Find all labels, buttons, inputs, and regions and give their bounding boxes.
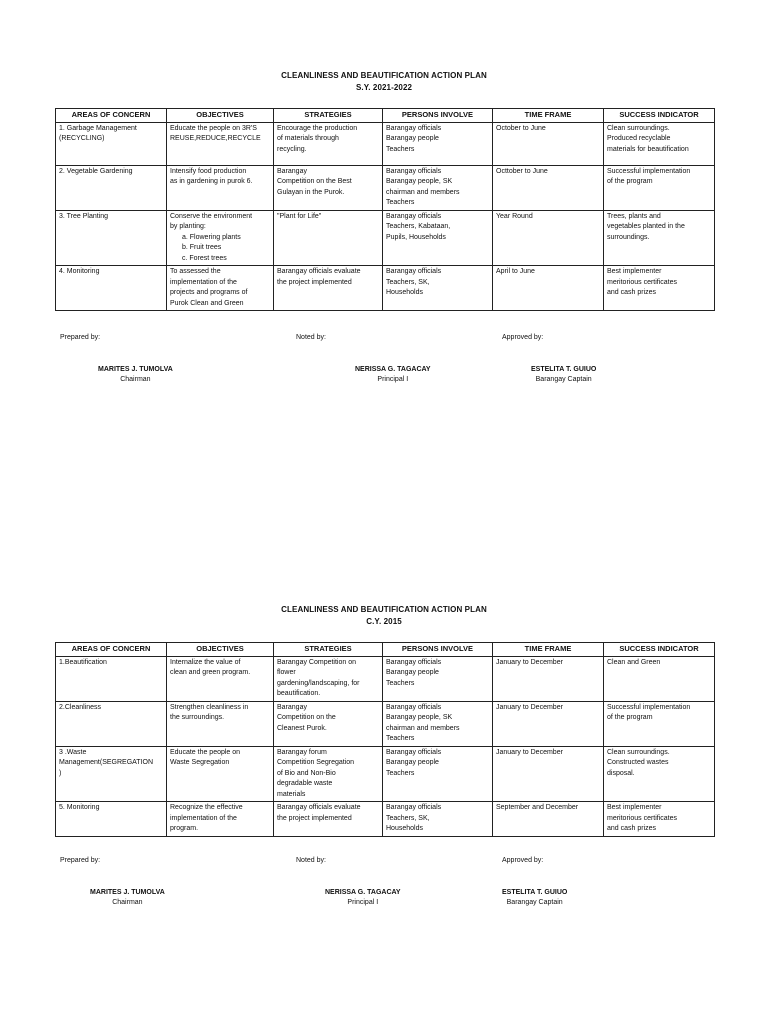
signatory-name: MARITES J. TUMOLVA <box>98 366 173 373</box>
area-cell: 1.Beautification <box>56 656 167 701</box>
success-indicator-cell: Clean and Green <box>604 656 715 701</box>
strategies-cell: Barangay forum Competition Segregation of Bio and Non-Bio degradable waste materials <box>274 746 383 802</box>
plan-title: CLEANLINESS AND BEAUTIFICATION ACTION PLAN <box>281 605 487 614</box>
objectives-cell: Intensify food production as in gardening in purok 6. <box>167 165 274 210</box>
area-cell: 1. Garbage Management (RECYCLING) <box>56 122 167 165</box>
signatory-name: NERISSA G. TAGACAY <box>325 889 401 896</box>
objectives-sub-list <box>170 233 270 265</box>
area-cell: 3 .Waste Management(SEGREGATION ) <box>56 746 167 802</box>
strategies-cell: Barangay Competition on flower gardening/landscaping, for beautification. <box>274 656 383 701</box>
persons-cell: Barangay officials Barangay people Teachers <box>383 656 493 701</box>
noted-by-signatory <box>325 888 401 908</box>
objectives-cell: Educate the people on Waste Segregation <box>167 746 274 802</box>
noted-by-label: Noted by: <box>296 334 326 341</box>
area-cell: 5. Monitoring <box>56 802 167 837</box>
objectives-cell: Strengthen cleanliness in the surroundings. <box>167 701 274 746</box>
strategies-cell: Encourage the production of materials through recycling. <box>274 122 383 165</box>
success-indicator-cell: Best implementer meritorious certificates and cash prizes <box>604 266 715 311</box>
approved-by-label: Approved by: <box>502 334 544 341</box>
objectives-cell: Educate the people on 3R'S REUSE,REDUCE,RECYCLE <box>167 122 274 165</box>
area-cell: 4. Monitoring <box>56 266 167 311</box>
table-row <box>56 165 715 210</box>
action-plan-table <box>55 108 715 311</box>
persons-cell: Barangay officials Barangay people, SK chairman and members Teachers <box>383 701 493 746</box>
objectives-cell: To assessed the implementation of the projects and programs of Purok Clean and Green <box>167 266 274 311</box>
area-cell: 2.Cleanliness <box>56 701 167 746</box>
signatory-name: ESTELITA T. GUIUO <box>502 889 568 896</box>
success-indicator-cell: Successful implementation of the program <box>604 701 715 746</box>
persons-cell: Barangay officials Barangay people Teachers <box>383 746 493 802</box>
time-frame-cell: October to June <box>493 122 604 165</box>
signatory-role: Chairman <box>112 899 143 906</box>
objectives-cell <box>167 210 274 266</box>
table-row <box>56 210 715 266</box>
list-item: c. Forest trees <box>182 254 227 262</box>
strategies-cell: Barangay officials evaluate the project implemented <box>274 266 383 311</box>
table-row <box>56 802 715 837</box>
area-cell: 2. Vegetable Gardening <box>56 165 167 210</box>
signatory-name: NERISSA G. TAGACAY <box>355 366 431 373</box>
time-frame-cell: Octtober to June <box>493 165 604 210</box>
header-success-indicator: SUCCESS INDICATOR <box>604 643 715 657</box>
action-plan-2015 <box>0 604 768 906</box>
signatory-role: Principal I <box>347 899 379 906</box>
signatory-role: Chairman <box>120 376 151 383</box>
time-frame-cell: Year Round <box>493 210 604 266</box>
strategies-cell: "Plant for Life" <box>274 210 383 266</box>
time-frame-cell: April to June <box>493 266 604 311</box>
prepared-by-label: Prepared by: <box>60 334 101 341</box>
table-header-row <box>56 109 715 123</box>
header-time-frame: TIME FRAME <box>493 109 604 123</box>
success-indicator-cell: Clean surroundings. Constructed wastes disposal. <box>604 746 715 802</box>
prepared-by-signatory <box>90 888 165 908</box>
header-areas-of-concern: AREAS OF CONCERN <box>56 643 167 657</box>
success-indicator-cell: Best implementer meritorious certificates and cash prizes <box>604 802 715 837</box>
table-row <box>56 122 715 165</box>
objectives-cell: Recognize the effective implementation of the program. <box>167 802 274 837</box>
signatory-role: Principal I <box>377 376 409 383</box>
plan-subtitle: C.Y. 2015 <box>366 617 402 626</box>
time-frame-cell: January to December <box>493 746 604 802</box>
objectives-cell: Internalize the value of clean and green program. <box>167 656 274 701</box>
action-plan-table <box>55 642 715 837</box>
table-row <box>56 656 715 701</box>
time-frame-cell: January to December <box>493 656 604 701</box>
success-indicator-cell: Clean surroundings. Produced recyclable materials for beautification <box>604 122 715 165</box>
persons-cell: Barangay officials Teachers, SK, Households <box>383 802 493 837</box>
list-item: a. Flowering plants <box>182 233 241 241</box>
success-indicator-cell: Trees, plants and vegetables planted in the surroundings. <box>604 210 715 266</box>
prepared-by-signatory <box>98 365 173 385</box>
header-objectives: OBJECTIVES <box>167 643 274 657</box>
noted-by-signatory <box>355 365 431 385</box>
header-persons-involve: PERSONS INVOLVE <box>383 643 493 657</box>
signatory-role: Barangay Captain <box>506 899 563 906</box>
header-objectives: OBJECTIVES <box>167 109 274 123</box>
signatory-name: ESTELITA T. GUIUO <box>531 366 597 373</box>
noted-by-label: Noted by: <box>296 857 326 864</box>
strategies-cell: Barangay Competition on the Best Gulayan in the Purok. <box>274 165 383 210</box>
plan-subtitle: S.Y. 2021-2022 <box>355 83 413 92</box>
area-cell: 3. Tree Planting <box>56 210 167 266</box>
table-row <box>56 701 715 746</box>
persons-cell: Barangay officials Barangay people, SK chairman and members Teachers <box>383 165 493 210</box>
table-row <box>56 266 715 311</box>
action-plan-2021-2022 <box>0 70 768 383</box>
strategies-cell: Barangay officials evaluate the project implemented <box>274 802 383 837</box>
objectives-text: Conserve the environment by planting: <box>170 212 253 230</box>
time-frame-cell: January to December <box>493 701 604 746</box>
strategies-cell: Barangay Competition on the Cleanest Purok. <box>274 701 383 746</box>
header-areas-of-concern: AREAS OF CONCERN <box>56 109 167 123</box>
persons-cell: Barangay officials Teachers, SK, Households <box>383 266 493 311</box>
header-time-frame: TIME FRAME <box>493 643 604 657</box>
prepared-by-label: Prepared by: <box>60 857 101 864</box>
approved-by-signatory <box>531 365 596 385</box>
header-persons-involve: PERSONS INVOLVE <box>383 109 493 123</box>
table-row <box>56 746 715 802</box>
plan-title: CLEANLINESS AND BEAUTIFICATION ACTION PLAN <box>281 71 487 80</box>
header-strategies: STRATEGIES <box>274 109 383 123</box>
signatory-name: MARITES J. TUMOLVA <box>90 889 165 896</box>
time-frame-cell: September and December <box>493 802 604 837</box>
persons-cell: Barangay officials Barangay people Teachers <box>383 122 493 165</box>
list-item: b. Fruit trees <box>182 244 222 251</box>
approved-by-signatory <box>502 888 567 908</box>
persons-cell: Barangay officials Teachers, Kabataan, Pupils, Households <box>383 210 493 266</box>
approved-by-label: Approved by: <box>502 857 544 864</box>
header-strategies: STRATEGIES <box>274 643 383 657</box>
success-indicator-cell: Successful implementation of the program <box>604 165 715 210</box>
header-success-indicator: SUCCESS INDICATOR <box>604 109 715 123</box>
table-header-row <box>56 643 715 657</box>
signatory-role: Barangay Captain <box>535 376 592 383</box>
